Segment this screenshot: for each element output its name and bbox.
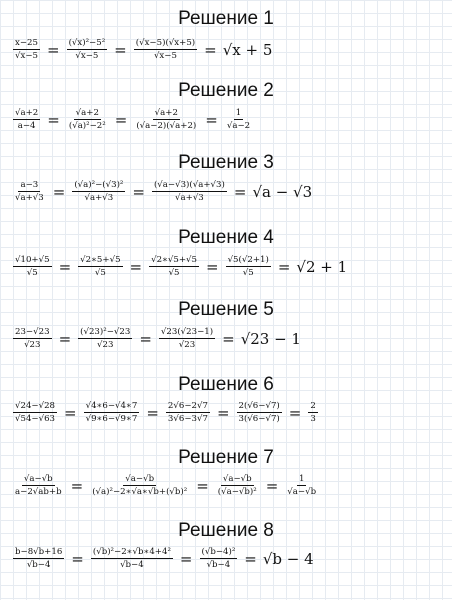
fraction-numerator: (√b−4)²	[201, 547, 236, 557]
fraction-denominator: √23	[97, 340, 114, 350]
fraction-denominator: 3√6−3√7	[167, 414, 208, 424]
equation-row	[12, 547, 314, 570]
fraction	[12, 180, 47, 203]
fraction-denominator: a−2√ab+b	[15, 487, 62, 497]
fraction-numerator: √2∗√5+√5	[151, 255, 197, 265]
solution-title: Решение 3	[178, 152, 274, 173]
fraction	[225, 255, 272, 278]
equals-sign: =	[146, 403, 159, 422]
fraction	[71, 180, 126, 203]
fraction	[133, 38, 198, 61]
fraction	[224, 108, 253, 131]
fraction-numerator: 2	[310, 401, 316, 411]
fraction-denominator: √5	[168, 268, 180, 278]
fraction	[151, 180, 228, 203]
fraction-numerator: (√x−5)(√x+5)	[135, 38, 196, 48]
result-expression: √a − √3	[252, 182, 313, 201]
fraction-numerator: √24−√28	[15, 401, 56, 411]
fraction-numerator: 2(√6−√7)	[238, 401, 280, 411]
fraction-numerator: (√a−√3)(√a+√3)	[153, 180, 225, 190]
fraction-denominator: √x−5	[75, 51, 99, 61]
fraction-denominator: √54−√63	[15, 414, 56, 424]
fraction	[77, 327, 133, 350]
equals-sign: =	[70, 476, 84, 495]
fraction-numerator: 1	[298, 474, 305, 484]
equals-sign: =	[47, 110, 60, 129]
equals-sign: =	[179, 549, 193, 568]
fraction-numerator: √2∗5+√5	[80, 255, 121, 265]
fraction	[236, 401, 283, 424]
equals-sign: =	[233, 182, 247, 201]
fraction	[12, 327, 53, 350]
fraction-denominator: √5	[26, 268, 38, 278]
fraction	[12, 38, 41, 61]
fraction-denominator: √b−4	[206, 560, 231, 570]
equation-row	[12, 255, 347, 278]
result-expression: √2 + 1	[296, 257, 348, 276]
fraction-numerator: a−3	[20, 180, 39, 190]
fraction	[284, 474, 319, 497]
fraction	[89, 474, 190, 497]
fraction-denominator: a−4	[17, 121, 36, 131]
fraction-numerator: (√a)²−(√3)²	[74, 180, 124, 190]
equals-sign: =	[216, 403, 230, 422]
equals-sign: =	[206, 257, 219, 276]
equals-sign: =	[71, 549, 84, 568]
fraction	[215, 474, 260, 497]
fraction-denominator: √23	[178, 340, 196, 350]
fraction-denominator: √5	[94, 268, 106, 278]
equation-row	[12, 401, 319, 424]
fraction-numerator: √a+2	[154, 108, 178, 118]
result-expression: √x + 5	[222, 40, 273, 59]
equals-sign: =	[244, 549, 257, 568]
fraction-numerator: √a−√b	[222, 474, 252, 484]
fraction-numerator: (√x)²−5²	[68, 38, 106, 48]
fraction-denominator: √b−4	[26, 560, 51, 570]
fraction-numerator: √a+2	[15, 108, 39, 118]
equals-sign: =	[288, 403, 302, 422]
equation-row	[12, 327, 301, 350]
equation-row	[12, 474, 319, 497]
solution-title: Решение 5	[178, 299, 274, 320]
equals-sign: =	[139, 329, 152, 348]
fraction	[148, 255, 200, 278]
fraction-denominator: (√a)²−2²	[68, 121, 106, 131]
equals-sign: =	[132, 182, 145, 201]
equation-row	[12, 180, 312, 203]
equation-row	[12, 38, 272, 61]
equals-sign: =	[47, 40, 60, 59]
fraction-denominator: √x−5	[15, 51, 38, 61]
fraction-denominator: (√a−√b)²	[217, 487, 257, 497]
fraction-numerator: b−8√b+16	[15, 547, 63, 557]
equals-sign: =	[129, 257, 143, 276]
fraction-denominator: √9∗6−√9∗7	[85, 414, 138, 424]
fraction-denominator: √a−√b	[287, 487, 317, 497]
fraction-numerator: √a−√b	[125, 474, 155, 484]
fraction-denominator: 3	[310, 414, 316, 424]
fraction-numerator: √23(√23−1)	[160, 327, 214, 337]
fraction-denominator: (√a−2)(√a+2)	[136, 121, 197, 131]
equals-sign: =	[114, 40, 127, 59]
equals-sign: =	[205, 110, 218, 129]
fraction-denominator: √23	[24, 340, 41, 350]
fraction	[90, 547, 174, 570]
fraction-denominator: √a+√3	[84, 193, 114, 203]
fraction	[199, 547, 239, 570]
fraction-denominator: 3(√6−√7)	[238, 414, 280, 424]
equals-sign: =	[222, 329, 235, 348]
fraction-denominator: √a+√3	[15, 193, 44, 203]
solution-title: Решение 2	[178, 80, 274, 101]
fraction-numerator: √a−√b	[23, 474, 53, 484]
fraction	[66, 38, 109, 61]
fraction	[66, 108, 109, 131]
solution-title: Решение 7	[178, 447, 274, 468]
fraction	[133, 108, 199, 131]
fraction-numerator: x−25	[15, 38, 38, 48]
equals-sign: =	[58, 257, 72, 276]
fraction-denominator: √a+√3	[175, 193, 204, 203]
equals-sign: =	[196, 476, 209, 495]
fraction-denominator: √x−5	[153, 51, 177, 61]
equals-sign: =	[64, 403, 77, 422]
fraction	[12, 547, 65, 570]
fraction-denominator: (√a)²−2∗√a∗√b+(√b)²	[92, 487, 188, 497]
equals-sign: =	[204, 40, 217, 59]
fraction-numerator: √5(√2+1)	[227, 255, 269, 265]
fraction-numerator: 1	[235, 108, 242, 118]
fraction-denominator: √b−4	[120, 560, 144, 570]
fraction	[12, 401, 58, 424]
solution-title: Решение 8	[178, 520, 274, 541]
equation-row	[12, 108, 253, 131]
fraction-denominator: √a−2	[226, 121, 251, 131]
fraction-numerator: 2√6−2√7	[167, 401, 208, 411]
fraction	[158, 327, 216, 350]
fraction-numerator: (√23)²−√23	[80, 327, 131, 337]
solution-title: Решение 4	[178, 227, 274, 248]
fraction-numerator: √4∗6−√4∗7	[85, 401, 138, 411]
fraction	[12, 474, 65, 497]
fraction	[77, 255, 123, 278]
fraction	[165, 401, 211, 424]
equals-sign: =	[58, 329, 72, 348]
fraction	[12, 255, 53, 278]
fraction-numerator: (√b)²−2∗√b∗4+4²	[92, 547, 171, 557]
fraction	[307, 401, 318, 424]
result-expression: √23 − 1	[240, 329, 301, 348]
equals-sign: =	[52, 182, 66, 201]
result-expression: √b − 4	[262, 549, 314, 568]
fraction-numerator: √a+2	[75, 108, 99, 118]
equals-sign: =	[277, 257, 291, 276]
equals-sign: =	[265, 476, 279, 495]
fraction	[12, 108, 41, 131]
solution-title: Решение 6	[178, 374, 274, 395]
equals-sign: =	[114, 110, 128, 129]
fraction	[83, 401, 141, 424]
fraction-numerator: 23−√23	[15, 327, 50, 337]
solution-title: Решение 1	[178, 8, 274, 29]
fraction-denominator: √5	[242, 268, 254, 278]
fraction-numerator: √10+√5	[15, 255, 50, 265]
